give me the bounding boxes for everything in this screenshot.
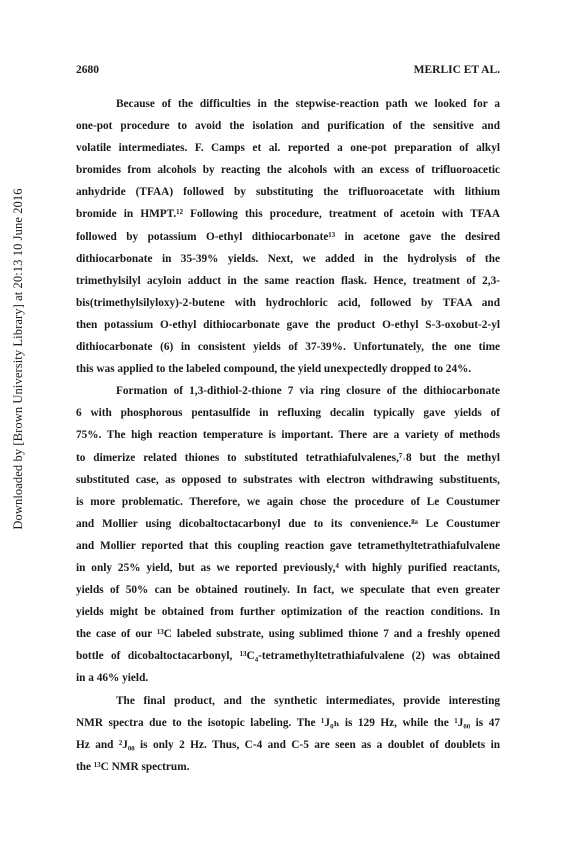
text-line: then potassium O-ethyl dithiocarbonate gave the product O-ethyl S-3-oxobut-2-yl bbox=[76, 318, 500, 331]
text-line: in a 46% yield. bbox=[76, 672, 149, 685]
text-line: volatile intermediates. F. Camps et al. reported a one-pot preparation of alkyl bbox=[76, 142, 500, 155]
text-line: 75%. The high reaction temperature is important. There are a variety of methods bbox=[76, 429, 500, 442]
text-line: substituted case, as opposed to substrates with electron withdrawing substituents, bbox=[76, 473, 500, 486]
text-line: dithiocarbonate (6) in consistent yields of 37-39%. Unfortunately, the one time bbox=[76, 341, 500, 354]
article-body bbox=[76, 93, 500, 778]
text-line: bromides from alcohols by reacting the alcohols with an excess of trifluoroacetic bbox=[76, 164, 500, 177]
text-line: is more problematic. Therefore, we again chose the procedure of Le Coustumer bbox=[76, 495, 500, 508]
text-line: bis(trimethylsilyloxy)-2-butene with hydrochloric acid, followed by TFAA and bbox=[76, 296, 500, 309]
text-line: bromide in HMPT.¹² Following this procedure, treatment of acetoin with TFAA bbox=[76, 208, 500, 221]
text-line: to dimerize related thiones to substituted tetrathiafulvalenes,⁷˒8 but the methyl bbox=[76, 451, 500, 464]
text-line: 6 with phosphorous pentasulfide in refluxing decalin typically gave yields of bbox=[76, 407, 500, 420]
page-header bbox=[76, 64, 500, 80]
download-watermark: Downloaded by [Brown University Library] at 20:13 10 June 2016 bbox=[11, 188, 25, 530]
text-line: bottle of dicobaltoctacarbonyl, ¹³C₄-tetramethyltetrathiafulvalene (2) was obtained bbox=[76, 650, 500, 663]
text-line: this was applied to the labeled compound, the yield unexpectedly dropped to 24%. bbox=[76, 363, 472, 376]
text-line: one-pot procedure to avoid the isolation and purification of the sensitive and bbox=[76, 120, 500, 133]
text-line: and Mollier reported that this coupling reaction gave tetramethyltetrathiafulvalene bbox=[76, 539, 500, 552]
running-head: MERLIC ET AL. bbox=[413, 64, 500, 76]
text-line: yields of 50% can be obtained routinely. In fact, we speculate that even greater bbox=[76, 584, 500, 597]
text-line: dithiocarbonate in 35-39% yields. Next, we added in the hydrolysis of the bbox=[76, 252, 500, 265]
paragraph bbox=[76, 93, 500, 380]
text-line: yields might be obtained from further optimization of the reaction conditions. In bbox=[76, 606, 500, 619]
text-line: Formation of 1,3-dithiol-2-thione 7 via ring closure of the dithiocarbonate bbox=[116, 385, 500, 398]
text-line: the ¹³C NMR spectrum. bbox=[76, 760, 190, 773]
text-line: the case of our ¹³C labeled substrate, using sublimed thione 7 and a freshly opened bbox=[76, 628, 500, 641]
text-line: The final product, and the synthetic intermediates, provide interesting bbox=[116, 694, 500, 707]
text-line: anhydride (TFAA) followed by substituting the trifluoroacetate with lithium bbox=[76, 186, 500, 199]
text-line: followed by potassium O-ethyl dithiocarbonate¹³ in acetone gave the desired bbox=[76, 230, 500, 243]
paragraph bbox=[76, 380, 500, 689]
text-line: NMR spectra due to the isotopic labeling. The ¹J₀ₕ is 129 Hz, while the ¹J₀₀ is 47 bbox=[76, 716, 500, 729]
text-line: Because of the difficulties in the stepwise-reaction path we looked for a bbox=[116, 98, 500, 110]
page-number: 2680 bbox=[76, 64, 99, 76]
text-line: trimethylsilyl acyloin adduct in the same reaction flask. Hence, treatment of 2,3- bbox=[76, 274, 500, 287]
text-line: in only 25% yield, but as we reported previously,⁴ with highly purified reactants, bbox=[76, 561, 500, 574]
paragraph bbox=[76, 690, 500, 778]
text-line: Hz and ²J₀₀ is only 2 Hz. Thus, C-4 and C-5 are seen as a doublet of doublets in bbox=[76, 738, 500, 751]
text-line: and Mollier using dicobaltoctacarbonyl due to its convenience.⁸ᵃ Le Coustumer bbox=[76, 517, 500, 530]
